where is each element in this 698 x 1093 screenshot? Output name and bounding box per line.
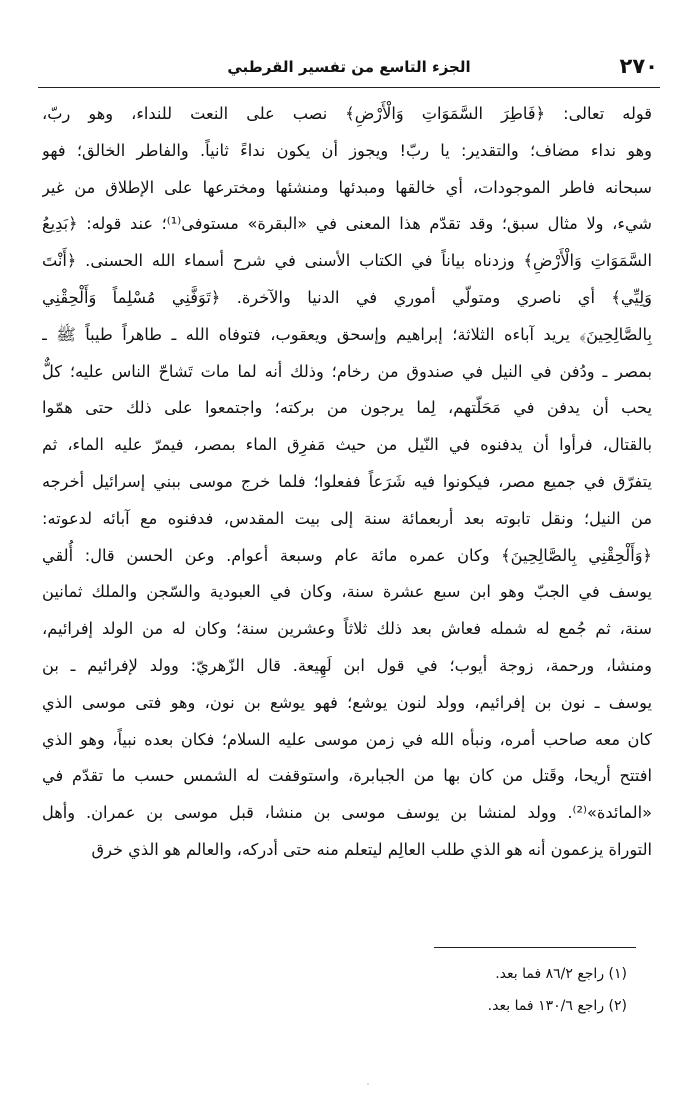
text-line: سنة، ثم جُمع له شمله فعاش بعد ذلك ثلاثاً وعشرين سنة؛ وكان له من الولد إفرائيم، (42, 619, 652, 639)
footnote-1: (١) راجع ٨٦/٢ فما بعد. (495, 966, 627, 982)
text-line: قوله تعالى: ﴿فَاطِرَ السَّمَوَاتِ وَالْأَرْضِ﴾ نصب على النعت للنداء، وهو ربّ، (42, 104, 652, 123)
text-line: بالقتال، فرأوا أن يدفنوه في النّيل من حيث مَفرِق الماء بمصر، فيمرّ عليه الماء، ثم (42, 435, 652, 455)
text-line: كان معه صاحب أمره، ونبأه الله في زمن موسى عليه السلام؛ فكان بعده نبياً، وهو الذي (42, 729, 652, 749)
text-line: بمصر ـ ودُفن في النيل في صندوق من رخام؛ وذلك أنه لما مات تَشاحّ الناس عليه؛ كلٌّ (42, 361, 652, 381)
text-line: وَلِيِّي﴾ أي ناصري ومتولّي أموري في الدنيا والآخرة. ﴿تَوَفَّنِي مُسْلِماً وَأَلْحِقْنِي (42, 287, 652, 307)
page-number: ٢٧٠ (619, 54, 658, 78)
footnotes (42, 958, 627, 1022)
footnote-2: (٢) راجع ١٣٠/٦ فما بعد. (487, 998, 627, 1014)
header-rule (38, 87, 660, 88)
print-mark: · (366, 1080, 370, 1090)
text-line: يتفرّق في جميع مصر، فيكونوا فيه شَرَعاً ففعلوا؛ فلما خرج موسى ببني إسرائيل أخرجه (42, 471, 652, 491)
text-line: يحب أن يدفن في مَحَلّتهم، لِما يرجون من بركته؛ واجتمعوا على ذلك حتى همّوا (42, 398, 652, 418)
body-text (42, 96, 652, 869)
text-line: شيء، ولا مثال سبق؛ وقد تقدّم هذا المعنى في «البقرة» مستوفى⁽¹⁾؛ عند قوله: ﴿بَدِيعُ (42, 214, 652, 234)
text-line: من النيل؛ ونقل تابوته بعد أربعمائة سنة إلى بيت المقدس، فدفنوه مع آبائه لدعوته: (42, 508, 652, 528)
text-line: وهو نداء مضاف؛ والتقدير: يا ربّ! ويجوز أن يكون نداءً ثانياً. والفاطر الخالق؛ فهو (42, 140, 652, 160)
text-line: ﴿وَأَلْحِقْنِي بِالصَّالِحِينَ﴾ وكان عمره مائة عام وسبعة أعوام. وعن الحسن قال: أُلقي (42, 545, 652, 565)
text-line: بِالصَّالِحِينَ﴾ يريد آباءه الثلاثة؛ إبراهيم وإسحق ويعقوب، فتوفاه الله ـ طاهراً طيباً ﷺ ـ (42, 324, 652, 344)
text-line: التوراة يزعمون أنه هو الذي طلب العالِم ليتعلم منه حتى أدركه، والعالم هو الذي خرق (91, 839, 652, 859)
text-line: يوسف في الجبّ وهو ابن سبع عشرة سنة، وكان في العبودية والسّجن والملك ثمانين (42, 582, 652, 602)
text-line: افتتح أريحا، وقَتل من كان بها من الجبابرة، واستوقفت له الشمس حسب ما تقدّم في (42, 766, 652, 786)
text-line: «المائدة»⁽²⁾. وولد لمنشا بن يوسف موسى بن منشا، قبل موسى بن عمران. وأهل (42, 803, 652, 823)
footnote-rule (434, 947, 636, 948)
text-line: يوسف ـ نون بن إفرائيم، وولد لنون يوشع؛ فهو يوشع بن نون، وهو فتى موسى الذي (42, 692, 652, 712)
text-line: ومنشا، ورحمة، زوجة أيوب؛ في قول ابن لَهِيعة. قال الزّهريّ: وولد لإفرائيم ـ بن (42, 655, 652, 675)
page-header (40, 52, 658, 86)
text-line: السَّمَوَاتِ وَالْأَرْضِ﴾ وزدناه بياناً في الكتاب الأسنى في شرح أسماء الله الحسنى. ﴿أَنْتَ (42, 251, 652, 271)
running-title: الجزء التاسع من تفسير القرطبي (227, 58, 471, 76)
text-line: سبحانه فاطر الموجودات، أي خالقها ومبدئها ومنشئها ومخترعها على الإطلاق من غير (42, 177, 652, 197)
